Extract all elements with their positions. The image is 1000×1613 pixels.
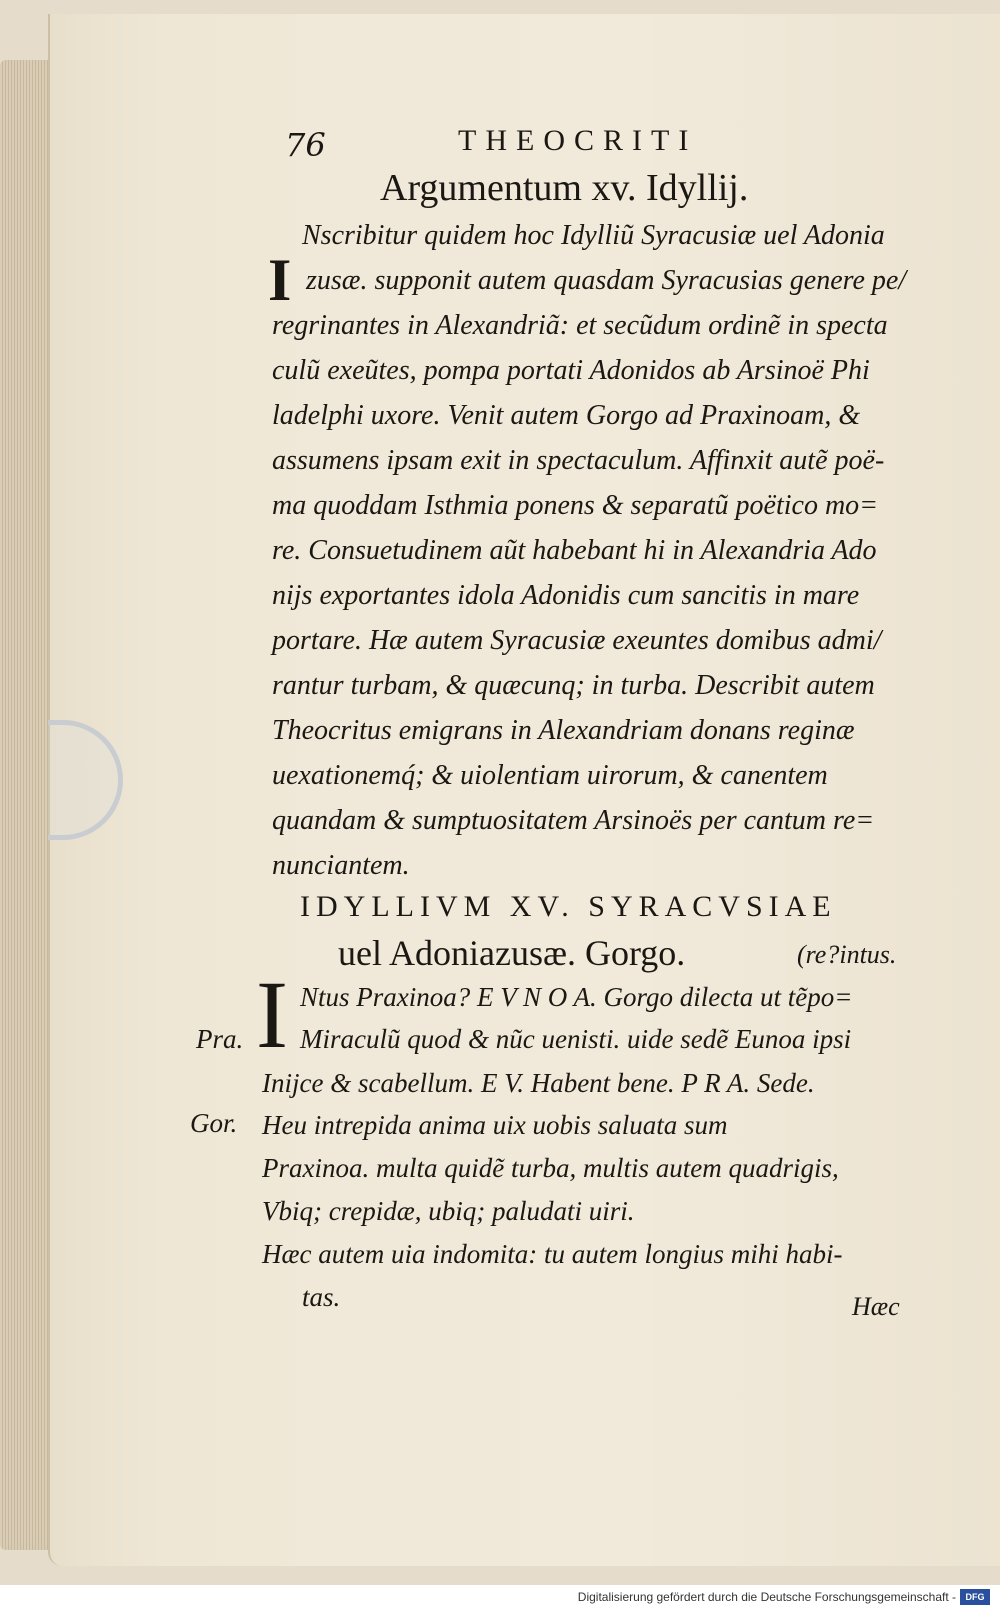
verse-line: Praxinoa. multa quidẽ turba, multis autem quadrigis, bbox=[262, 1153, 839, 1183]
digitization-credit: Digitalisierung gefördert durch die Deutsche Forschungsgemeinschaft - bbox=[577, 1590, 956, 1604]
speaker-label: Gor. bbox=[190, 1108, 238, 1138]
argument-line: Nscribitur quidem hoc Idylliũ Syracusiæ uel Adonia bbox=[302, 220, 885, 251]
book-page-edges bbox=[0, 60, 50, 1550]
argument-line: ladelphi uxore. Venit autem Gorgo ad Praxinoam, & bbox=[272, 400, 861, 431]
footer-bar bbox=[0, 1585, 1000, 1613]
idyll-subheading: uel Adoniazusæ. Gorgo. bbox=[338, 933, 686, 973]
verse-line: Hæc autem uia indomita: tu autem longius mihi habi- bbox=[262, 1239, 843, 1269]
argument-line: ma quoddam Isthmia ponens & separatũ poëtico mo= bbox=[272, 490, 879, 521]
verse-line: Heu intrepida anima uix uobis saluata sum bbox=[262, 1110, 728, 1140]
verse-line: Miraculũ quod & nũc uenisti. uide sedẽ Eunoa ipsi bbox=[300, 1024, 852, 1054]
verse-line: tas. bbox=[302, 1282, 341, 1312]
dfg-logo: DFG bbox=[960, 1589, 990, 1605]
idyll-heading: IDYLLIVM XV. SYRACVSIAE bbox=[300, 890, 837, 923]
argument-line: quandam & sumptuositatem Arsinoës per cantum re= bbox=[272, 805, 875, 836]
argument-drop-cap: I bbox=[268, 247, 292, 313]
catchword: Hæc bbox=[852, 1292, 900, 1321]
argument-line: re. Consuetudinem aũt habebant hi in Alexandria Ado bbox=[272, 535, 877, 566]
argument-line: nunciantem. bbox=[272, 850, 410, 881]
verse-line: Inijce & scabellum. E V. Habent bene. P R A. Sede. bbox=[262, 1068, 815, 1098]
argument-line: zusæ. supponit autem quasdam Syracusias genere pe/ bbox=[306, 265, 907, 296]
running-head: THEOCRITI bbox=[458, 124, 698, 157]
argument-line: culũ exeũtes, pompa portati Adonidos ab Arsinoë Phi bbox=[272, 355, 870, 386]
argument-line: Theocritus emigrans in Alexandriam donans reginæ bbox=[272, 715, 855, 746]
argument-line: nijs exportantes idola Adonidis cum sancitis in mare bbox=[272, 580, 860, 611]
idyll-heading-note: (re?intus. bbox=[797, 940, 897, 969]
verse-line: Vbiq; crepidæ, ubiq; paludati uiri. bbox=[262, 1196, 635, 1226]
argument-line: portare. Hæ autem Syracusiæ exeuntes domibus admi/ bbox=[272, 625, 882, 656]
verse-line: Ntus Praxinoa? E V N O A. Gorgo dilecta ut tẽpo= bbox=[300, 982, 853, 1012]
speaker-label: Pra. bbox=[196, 1024, 244, 1054]
page-number: 76 bbox=[285, 126, 326, 164]
argument-line: rantur turbam, & quæcunq; in turba. Describit autem bbox=[272, 670, 875, 701]
argument-line: assumens ipsam exit in spectaculum. Affinxit autẽ poë- bbox=[272, 445, 885, 476]
page-clip bbox=[48, 720, 123, 840]
idyll-drop-cap: I bbox=[256, 961, 288, 1068]
argument-line: regrinantes in Alexandriã: et secũdum ordinẽ in specta bbox=[272, 310, 888, 341]
argument-title: Argumentum xv. Idyllij. bbox=[380, 167, 749, 209]
argument-line: uexationemq́; & uiolentiam uirorum, & canentem bbox=[272, 760, 828, 791]
